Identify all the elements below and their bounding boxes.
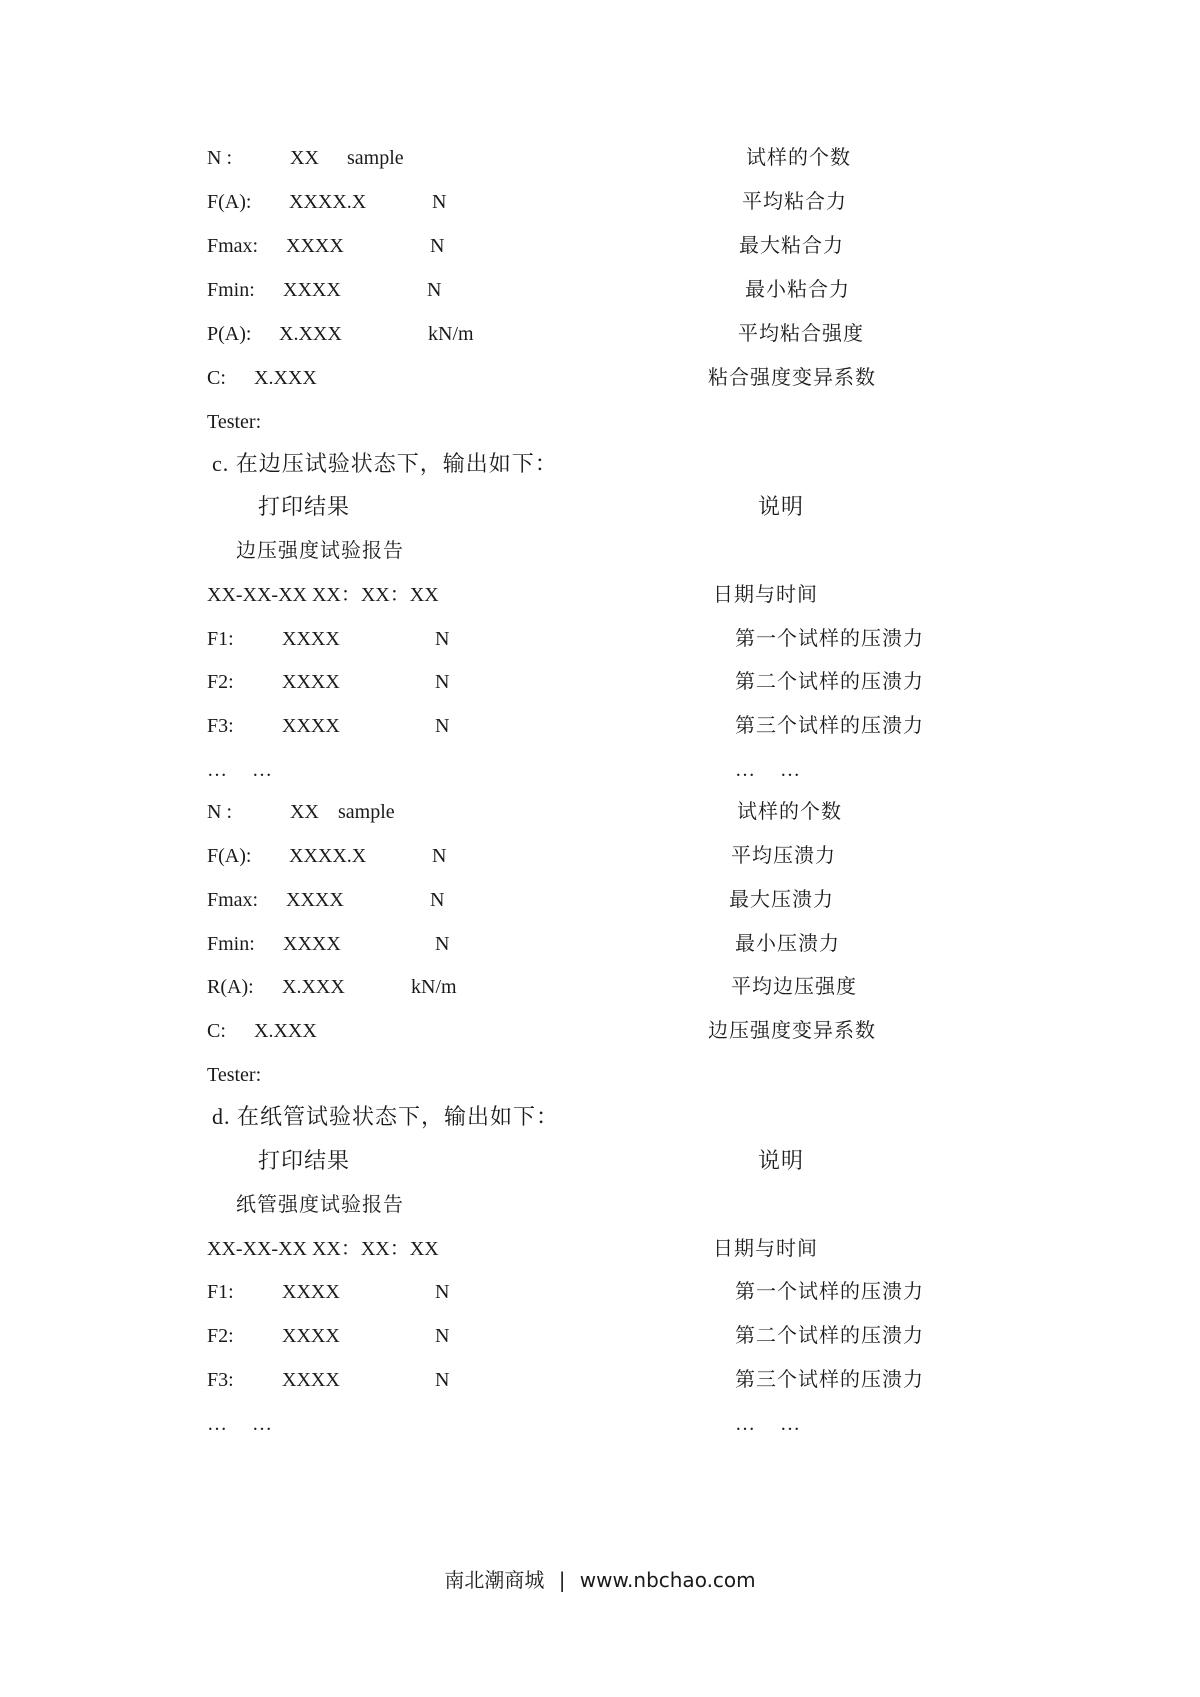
footer-brand: 南北潮商城 bbox=[444, 1568, 545, 1592]
stat-label: F(A): bbox=[207, 845, 252, 867]
column-header-print: 打印结果 bbox=[258, 494, 351, 519]
column-header-note: 说明 bbox=[758, 1148, 805, 1173]
stat-value: XXXX bbox=[286, 889, 344, 911]
stat-value: XX bbox=[290, 147, 319, 169]
f-unit: N bbox=[435, 1281, 450, 1303]
stat-label: Fmin: bbox=[207, 933, 255, 955]
footer bbox=[0, 1564, 1200, 1593]
stat-desc: 边压强度变异系数 bbox=[708, 1020, 876, 1042]
ellipsis-left: … … bbox=[207, 1413, 272, 1435]
f-desc: 第一个试样的压溃力 bbox=[735, 628, 924, 650]
stat-unit: N bbox=[432, 191, 447, 213]
stat-unit: N bbox=[430, 889, 445, 911]
report-title: 纸管强度试验报告 bbox=[236, 1194, 404, 1216]
stat-unit: kN/m bbox=[411, 976, 457, 998]
stat-value: XXXX.X bbox=[289, 845, 367, 867]
ellipsis-right: … … bbox=[735, 1413, 800, 1435]
stat-label: F(A): bbox=[207, 191, 252, 213]
tester-label: Tester: bbox=[207, 411, 262, 433]
stat-value: X.XXX bbox=[254, 1020, 317, 1042]
stat-unit: sample bbox=[347, 147, 404, 169]
stat-desc: 平均粘合强度 bbox=[738, 323, 864, 345]
stat-desc: 最大粘合力 bbox=[739, 235, 844, 257]
f-label: F2: bbox=[207, 1325, 234, 1347]
f-label: F3: bbox=[207, 1369, 234, 1391]
ellipsis-right: … … bbox=[735, 759, 800, 781]
footer-separator: | bbox=[558, 1568, 566, 1592]
stat-label: Fmax: bbox=[207, 889, 259, 911]
stat-label: C: bbox=[207, 1020, 226, 1042]
f-value: XXXX bbox=[282, 1369, 340, 1391]
f-unit: N bbox=[435, 1369, 450, 1391]
stat-label: Fmin: bbox=[207, 279, 255, 301]
f-value: XXXX bbox=[282, 1325, 340, 1347]
stat-unit: sample bbox=[338, 801, 395, 823]
f-value: XXXX bbox=[282, 715, 340, 737]
f-value: XXXX bbox=[282, 1281, 340, 1303]
stat-desc: 粘合强度变异系数 bbox=[708, 367, 876, 389]
section-heading: d. 在纸管试验状态下，输出如下： bbox=[212, 1104, 560, 1129]
f-unit: N bbox=[435, 715, 450, 737]
stat-desc: 试样的个数 bbox=[746, 147, 851, 169]
f-desc: 第二个试样的压溃力 bbox=[735, 1325, 924, 1347]
stat-value: X.XXX bbox=[282, 976, 345, 998]
stat-label: Fmax: bbox=[207, 235, 259, 257]
f-label: F2: bbox=[207, 671, 234, 693]
stat-unit: kN/m bbox=[428, 323, 474, 345]
f-unit: N bbox=[435, 671, 450, 693]
stat-desc: 最大压溃力 bbox=[729, 889, 834, 911]
stat-desc: 平均边压强度 bbox=[731, 976, 857, 998]
f-label: F3: bbox=[207, 715, 234, 737]
datetime: XX-XX-XX XX：XX：XX bbox=[207, 1238, 439, 1260]
datetime: XX-XX-XX XX：XX：XX bbox=[207, 584, 439, 606]
report-title: 边压强度试验报告 bbox=[236, 540, 404, 562]
section-heading: c. 在边压试验状态下，输出如下： bbox=[212, 451, 558, 476]
footer-url[interactable]: www.nbchao.com bbox=[579, 1568, 756, 1592]
f-value: XXXX bbox=[282, 628, 340, 650]
stat-value: XXXX bbox=[283, 279, 341, 301]
stat-label: C: bbox=[207, 367, 226, 389]
stat-label: R(A): bbox=[207, 976, 254, 998]
stat-unit: N bbox=[432, 845, 447, 867]
stat-unit: N bbox=[427, 279, 442, 301]
stat-value: XXXX bbox=[286, 235, 344, 257]
stat-desc: 最小压溃力 bbox=[735, 933, 840, 955]
stat-unit: N bbox=[430, 235, 445, 257]
column-header-print: 打印结果 bbox=[258, 1148, 351, 1173]
f-desc: 第三个试样的压溃力 bbox=[735, 715, 924, 737]
stat-label: P(A): bbox=[207, 323, 252, 345]
stat-value: XXXX.X bbox=[289, 191, 367, 213]
f-label: F1: bbox=[207, 628, 234, 650]
f-unit: N bbox=[435, 628, 450, 650]
stat-desc: 最小粘合力 bbox=[745, 279, 850, 301]
f-value: XXXX bbox=[282, 671, 340, 693]
f-label: F1: bbox=[207, 1281, 234, 1303]
stat-value: X.XXX bbox=[279, 323, 342, 345]
stat-label: N : bbox=[207, 147, 232, 169]
stat-value: X.XXX bbox=[254, 367, 317, 389]
stat-unit: N bbox=[435, 933, 450, 955]
stat-desc: 试样的个数 bbox=[737, 801, 842, 823]
tester-label: Tester: bbox=[207, 1064, 262, 1086]
datetime-desc: 日期与时间 bbox=[713, 1238, 818, 1260]
stat-value: XXXX bbox=[283, 933, 341, 955]
stat-desc: 平均压溃力 bbox=[731, 845, 836, 867]
f-desc: 第一个试样的压溃力 bbox=[735, 1281, 924, 1303]
f-desc: 第二个试样的压溃力 bbox=[735, 671, 924, 693]
stat-desc: 平均粘合力 bbox=[742, 191, 847, 213]
f-desc: 第三个试样的压溃力 bbox=[735, 1369, 924, 1391]
ellipsis-left: … … bbox=[207, 759, 272, 781]
column-header-note: 说明 bbox=[758, 494, 805, 519]
stat-label: N : bbox=[207, 801, 232, 823]
datetime-desc: 日期与时间 bbox=[713, 584, 818, 606]
stat-value: XX bbox=[290, 801, 319, 823]
f-unit: N bbox=[435, 1325, 450, 1347]
